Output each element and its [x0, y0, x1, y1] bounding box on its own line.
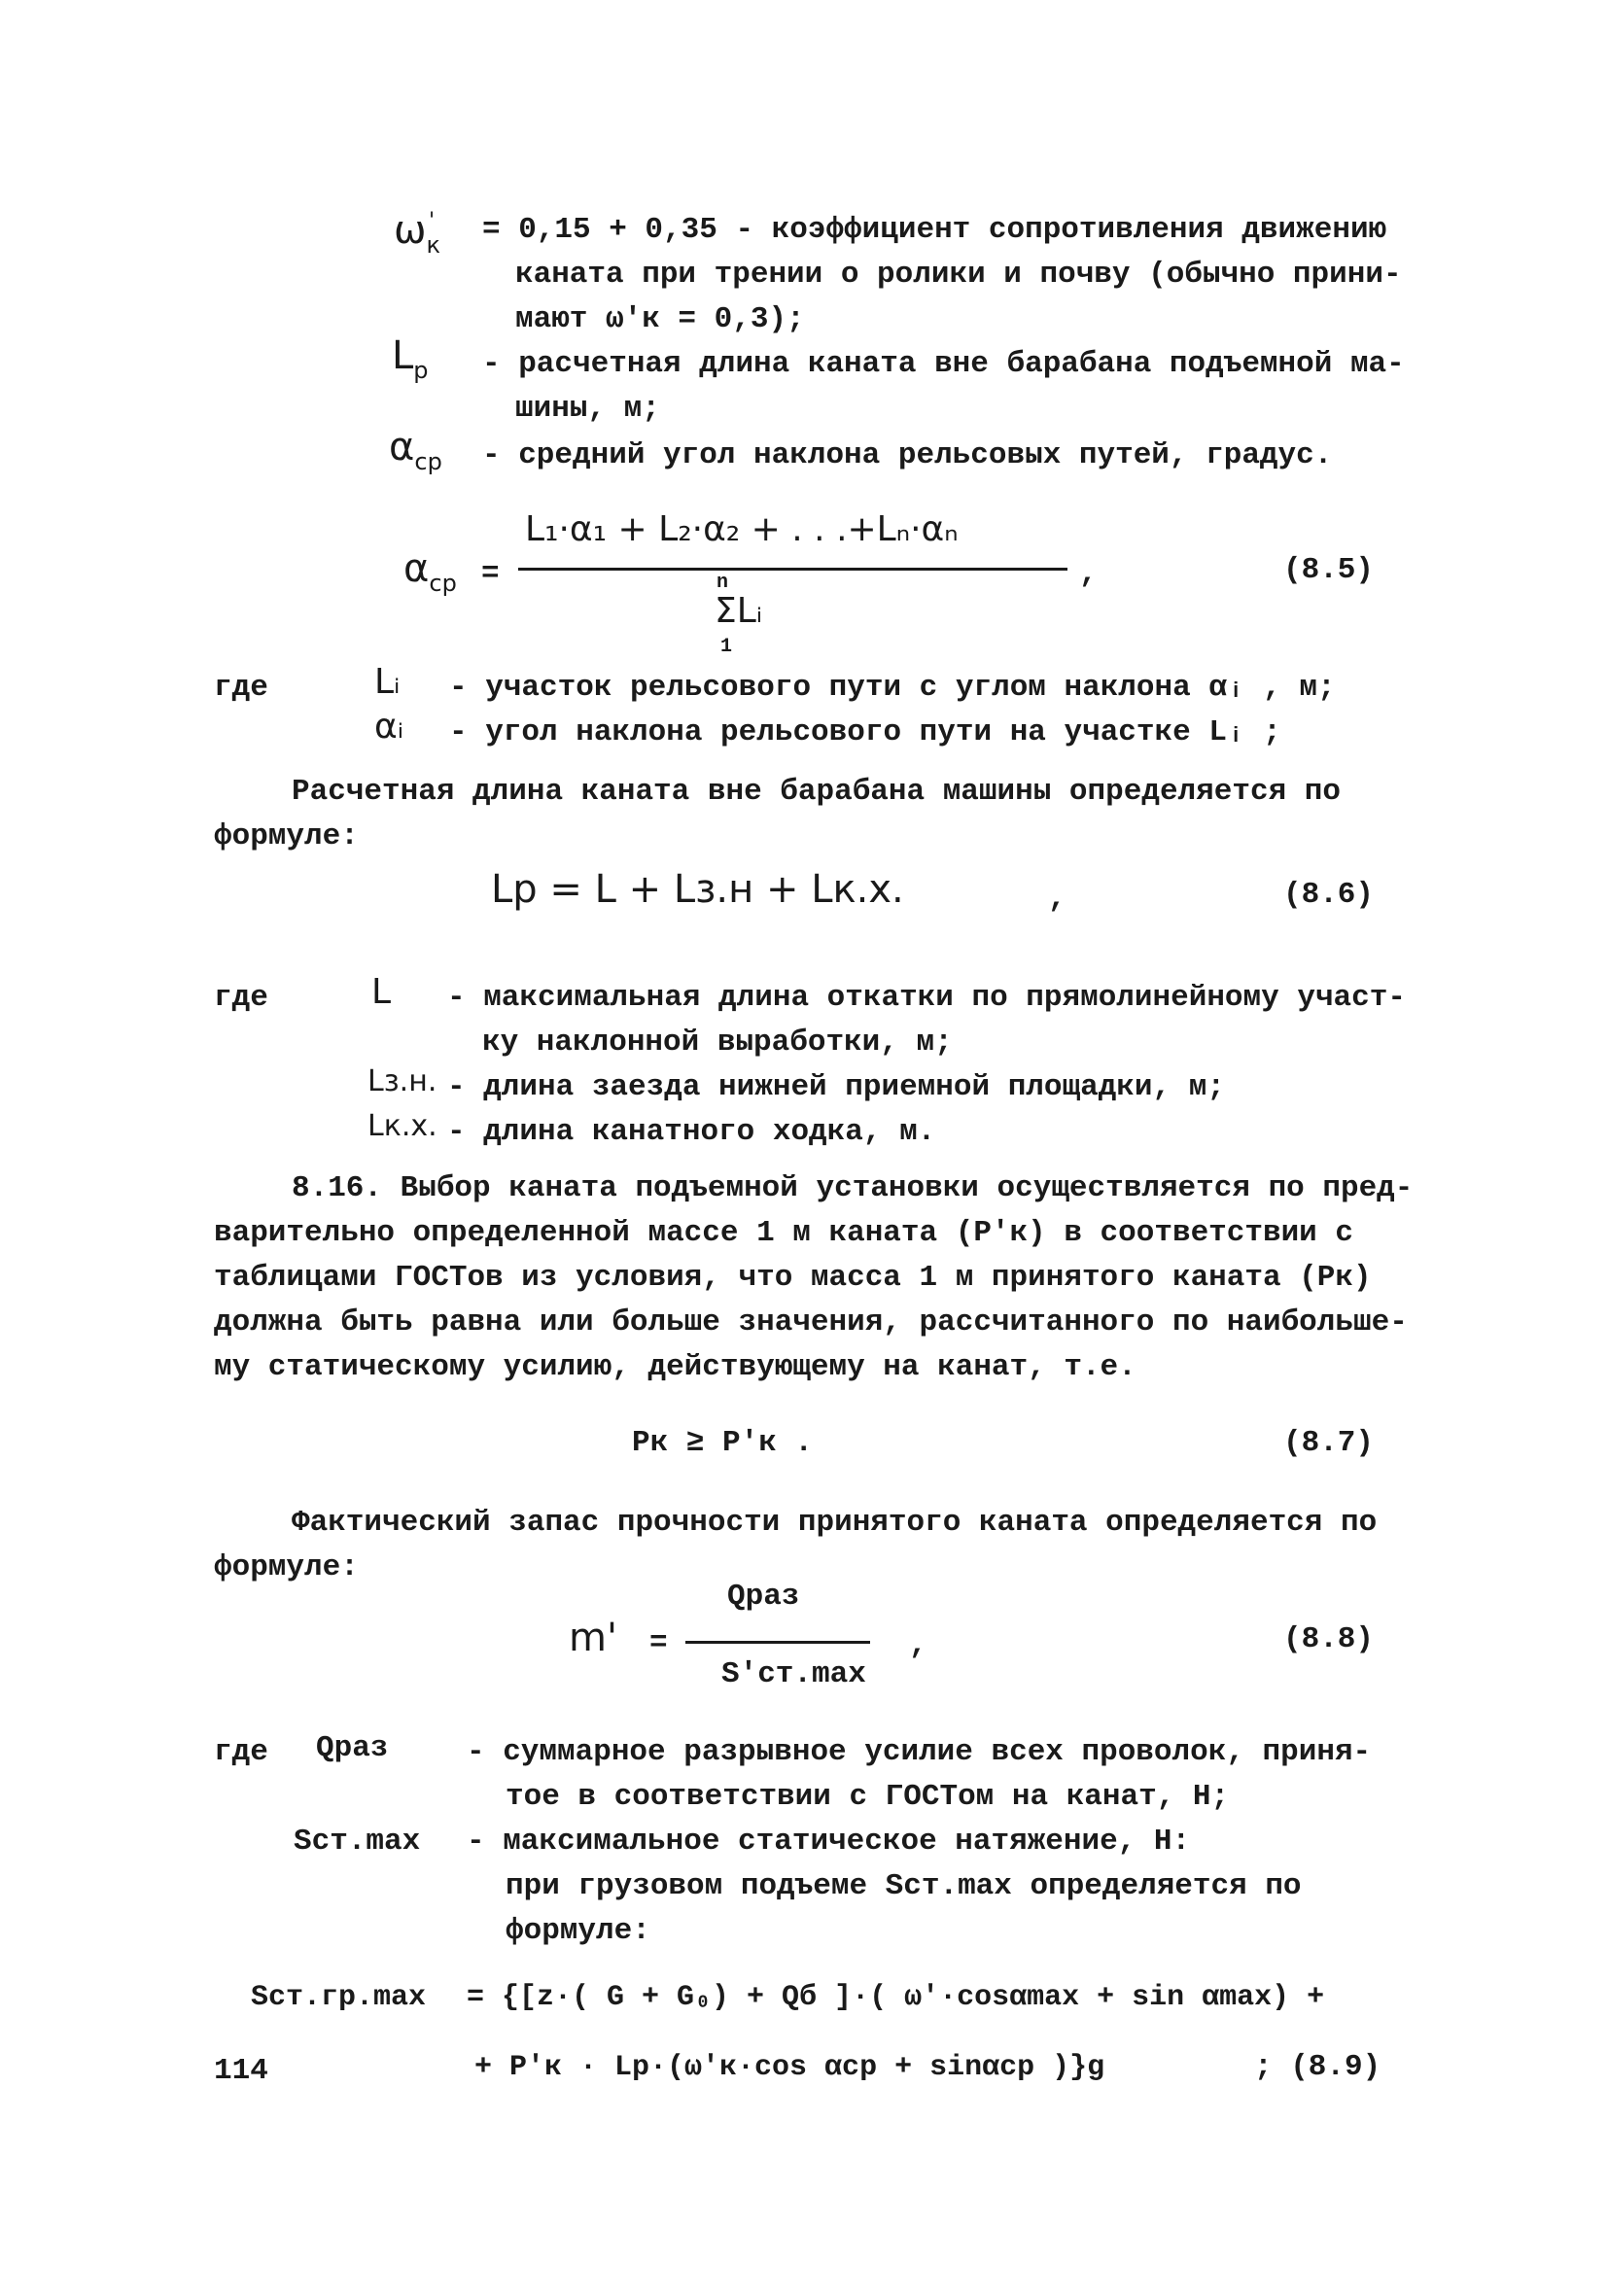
def-Lp-line-1: - расчетная длина каната вне барабана подъемной ма-	[482, 347, 1405, 381]
para-816-line-5: му статическому усилию, действующему на канат, т.е.	[214, 1350, 1136, 1384]
eq85-sum-bottom: 1	[720, 636, 733, 658]
eq87-number: (8.7)	[1283, 1426, 1375, 1460]
eq87-formula: Pк ≥ P'к .	[632, 1426, 814, 1460]
para-88-line-2: формуле:	[214, 1550, 359, 1584]
where-88-sym-2: Sст.max	[294, 1825, 421, 1859]
eq86-formula: Lр = L + Lз.н + Lк.х.	[491, 867, 904, 912]
where-88-sym-1: Qраз	[316, 1731, 389, 1765]
eq85-fraction-bar	[518, 568, 1067, 571]
para-88-line-1: Фактический запас прочности принятого каната определяется по	[292, 1506, 1378, 1540]
para-816-line-2: варительно определенной массе 1 м каната (P'к) в соответствии с	[214, 1216, 1353, 1250]
def-alpha-line-1: - средний угол наклона рельсовых путей, градус.	[482, 438, 1333, 472]
para-86-line-1: Расчетная длина каната вне барабана машины определяется по	[292, 775, 1341, 809]
eq89-line-2: + P'к · Lр·(ω'к·cos αср + sinαср )}g	[474, 2051, 1105, 2084]
where-86-label: где	[214, 981, 268, 1015]
where-86-sym-3: Lк.х.	[367, 1109, 437, 1143]
eq89-line-1: = {[z·( G + G₀) + Qб ]·( ω'·cosαmax + sin αmax) +	[467, 1981, 1325, 2014]
def-omega-line-2: каната при трении о ролики и почву (обычно прини-	[515, 258, 1402, 292]
para-816-line-1: 8.16. Выбор каната подъемной установки осуществляется по пред-	[292, 1171, 1414, 1205]
def-omega-line-3: мают ω'к = 0,3);	[515, 302, 805, 336]
eq88-number: (8.8)	[1283, 1622, 1375, 1656]
eq89-lhs: Sст.гр.max	[251, 1981, 427, 2014]
para-816-line-4: должна быть равна или больше значения, рассчитанного по наибольше-	[214, 1305, 1408, 1339]
where-85-label: где	[214, 671, 268, 705]
symbol-alpha-cp: $\alpha_{ср}$	[389, 425, 442, 475]
eq88-lhs: m'	[569, 1616, 617, 1660]
eq88-equals: =	[649, 1626, 668, 1660]
where-86-text-1b: ку наклонной выработки, м;	[482, 1026, 953, 1060]
def-Lp-line-2: шины, м;	[515, 392, 660, 426]
where-86-sym-1: L	[371, 972, 392, 1012]
def-omega-line-1: = 0,15 + 0,35 - коэффициент сопротивления движению	[482, 213, 1387, 247]
where-85-sym-2: αᵢ	[374, 707, 404, 747]
eq85-sum-top: n	[717, 572, 729, 594]
where-88-text-2a: - максимальное статическое натяжение, Н:	[467, 1825, 1191, 1859]
eq86-comma: ,	[1048, 882, 1066, 916]
eq85-comma: ,	[1079, 557, 1098, 591]
where-88-text-2b: при грузовом подъеме Sст.max определяется по	[506, 1869, 1302, 1903]
para-816-line-3: таблицами ГОСТов из условия, что масса 1 м принятого каната (Pк)	[214, 1261, 1372, 1295]
where-85-sym-1: Lᵢ	[374, 662, 401, 702]
eq88-fraction-bar	[685, 1641, 870, 1644]
where-88-text-1b: тое в соответствии с ГОСТом на канат, Н;	[506, 1780, 1230, 1814]
where-86-text-1a: - максимальная длина откатки по прямолинейному участ-	[447, 981, 1406, 1015]
eq85-numerator: L₁·α₁ + L₂·α₂ + . . .+Lₙ·αₙ	[525, 509, 959, 549]
where-85-text-1: - участок рельсового пути с углом наклона αᵢ , м;	[449, 671, 1336, 705]
eq86-number: (8.6)	[1283, 878, 1375, 912]
eq88-numerator: Qраз	[727, 1580, 800, 1614]
eq85-lhs: $\alpha_{ср}$	[403, 546, 457, 597]
para-86-line-2: формуле:	[214, 819, 359, 853]
where-88-text-1a: - суммарное разрывное усилие всех проволок, приня-	[467, 1735, 1372, 1769]
where-88-text-2c: формуле:	[506, 1914, 650, 1948]
eq89-number: ; (8.9)	[1254, 2050, 1381, 2084]
where-86-text-3: - длина канатного ходка, м.	[447, 1115, 936, 1149]
symbol-omega-k: $\omega_к'$	[394, 208, 440, 259]
eq85-denominator: ΣLᵢ	[715, 591, 763, 631]
where-86-sym-2: Lз.н.	[367, 1064, 437, 1098]
where-86-text-2: - длина заезда нижней приемной площадки, м;	[447, 1070, 1225, 1104]
eq88-denominator: S'ст.max	[721, 1657, 866, 1691]
where-85-text-2: - угол наклона рельсового пути на участке Lᵢ ;	[449, 715, 1281, 749]
where-88-label: где	[214, 1735, 268, 1769]
page-number: 114	[214, 2054, 268, 2088]
eq88-comma: ,	[909, 1628, 927, 1662]
symbol-L-p: $L_р$	[392, 333, 429, 384]
eq85-number: (8.5)	[1283, 553, 1375, 587]
eq85-equals: =	[481, 557, 500, 591]
